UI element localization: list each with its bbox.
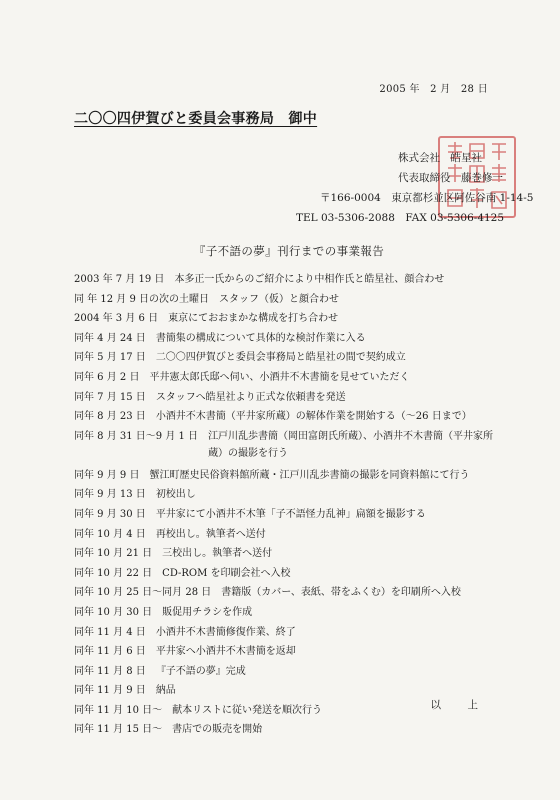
event-date: 同年 10 月 4 日 xyxy=(74,528,146,540)
event-row xyxy=(74,388,504,408)
event-description: スタッフへ皓星社より正式な依頼書を発送 xyxy=(155,391,346,403)
event-date: 同年 6 月 2 日 xyxy=(74,371,140,383)
event-date: 同 年 12 月 9 日の次の土曜日 xyxy=(74,293,209,305)
event-row xyxy=(74,427,504,466)
event-row xyxy=(74,407,504,427)
event-date: 同年 8 月 23 日 xyxy=(74,411,146,423)
event-row xyxy=(74,720,504,740)
event-date: 同年 10 月 25 日～同月 28 日 xyxy=(74,587,212,599)
event-description: 書籍版（カバー、表紙、帯をふくむ）を印刷所へ入校 xyxy=(221,587,461,599)
event-description: 小酒井不木書簡（平井家所蔵）の解体作業を開始する（～26 日まで） xyxy=(155,411,472,423)
report-title: 『子不語の夢』刊行までの事業報告 xyxy=(193,244,385,258)
event-date: 同年 11 月 15 日～ xyxy=(74,724,163,736)
event-date: 同年 11 月 6 日 xyxy=(74,646,146,658)
event-description: CD-ROM を印刷会社へ入校 xyxy=(162,567,291,579)
event-row xyxy=(74,329,504,349)
event-date: 同年 10 月 30 日 xyxy=(74,606,153,618)
event-date: 同年 10 月 21 日 xyxy=(74,548,153,560)
sender-contact: TEL 03-5306-2088 FAX 03-5306-4125 xyxy=(296,212,505,224)
event-description: 平井憲太郎氏邸へ伺い、小酒井不木書簡を見せていただく xyxy=(149,371,410,383)
event-row xyxy=(74,662,504,682)
event-row xyxy=(74,642,504,662)
event-description: 初校出し xyxy=(155,489,196,501)
event-description: 二〇〇四伊賀びと委員会事務局と皓星社の間で契約成立 xyxy=(155,352,406,364)
event-description: スタッフ（仮）と顔合わせ xyxy=(218,293,339,305)
event-row xyxy=(74,485,504,505)
event-description: 平井家にて小酒井不木筆「子不語怪力乱神」扁額を撮影する xyxy=(155,508,426,520)
event-date: 同年 9 月 30 日 xyxy=(74,508,146,520)
event-date: 同年 4 月 24 日 xyxy=(74,332,146,344)
sender-company: 株式会社 皓星社 xyxy=(398,152,482,164)
document-date: 2005 年 2 月 28 日 xyxy=(379,84,488,95)
event-description: 江戸川乱歩書簡（岡田富朗氏所蔵）、小酒井不木書簡（平井家所蔵）の撮影を行う xyxy=(208,430,494,459)
event-row xyxy=(74,270,504,290)
event-description: 東京にておおまかな構成を打ち合わせ xyxy=(168,313,339,325)
event-date: 同年 9 月 9 日 xyxy=(74,469,140,481)
addressee: 二〇〇四伊賀びと委員会事務局 御中 xyxy=(74,111,318,127)
event-row xyxy=(74,505,504,525)
event-description: 蟹江町歴史民俗資料館所蔵・江戸川乱歩書簡の撮影を同資料館にて行う xyxy=(149,469,470,481)
event-date: 2004 年 3 月 6 日 xyxy=(74,313,159,325)
event-row xyxy=(74,368,504,388)
event-description: 本多正一氏からのご紹介により中相作氏と皓星社、顔合わせ xyxy=(174,274,445,285)
event-description: 書簡集の構成について具体的な検討作業に入る xyxy=(155,332,366,344)
closing-mark: 以 上 xyxy=(430,699,486,711)
event-row xyxy=(74,583,504,603)
event-date: 同年 5 月 17 日 xyxy=(74,352,146,364)
event-date: 同年 11 月 8 日 xyxy=(74,665,146,677)
event-description: 書店での販売を開始 xyxy=(172,724,263,736)
event-description: 再校出し。執筆者へ送付 xyxy=(155,528,266,540)
event-description: 販促用チラシを作成 xyxy=(162,606,253,618)
event-row xyxy=(74,623,504,643)
event-description: 納品 xyxy=(155,685,176,697)
event-row xyxy=(74,603,504,623)
event-date: 同年 9 月 13 日 xyxy=(74,489,146,501)
event-row xyxy=(74,525,504,545)
event-date: 同年 7 月 15 日 xyxy=(74,391,146,403)
event-date: 同年 11 月 9 日 xyxy=(74,685,146,697)
event-date: 同年 11 月 4 日 xyxy=(74,626,146,638)
event-row xyxy=(74,466,504,486)
event-date: 同年 8 月 31 日～9 月 1 日 xyxy=(74,430,199,442)
sender-address: 〒166-0004 東京都杉並区阿佐谷南 1-14-5 xyxy=(320,192,534,204)
event-date: 同年 10 月 22 日 xyxy=(74,567,153,579)
sender-representative: 代表取締役 藤巻修一 xyxy=(398,172,503,184)
event-date: 同年 11 月 10 日～ xyxy=(74,704,163,716)
event-description: 献本リストに従い発送を順次行う xyxy=(172,704,322,716)
event-description: 平井家へ小酒井不木書簡を返却 xyxy=(155,646,296,658)
event-row xyxy=(74,564,504,584)
event-date: 2003 年 7 月 19 日 xyxy=(74,274,165,285)
sender-block xyxy=(290,148,534,228)
event-row xyxy=(74,309,504,329)
event-list xyxy=(74,270,504,740)
event-row xyxy=(74,348,504,368)
event-row xyxy=(74,290,504,310)
event-description: 『子不語の夢』完成 xyxy=(155,665,246,677)
event-row xyxy=(74,544,504,564)
event-description: 三校出し。執筆者へ送付 xyxy=(162,548,273,560)
event-description: 小酒井不木書簡修復作業、終了 xyxy=(155,626,296,638)
